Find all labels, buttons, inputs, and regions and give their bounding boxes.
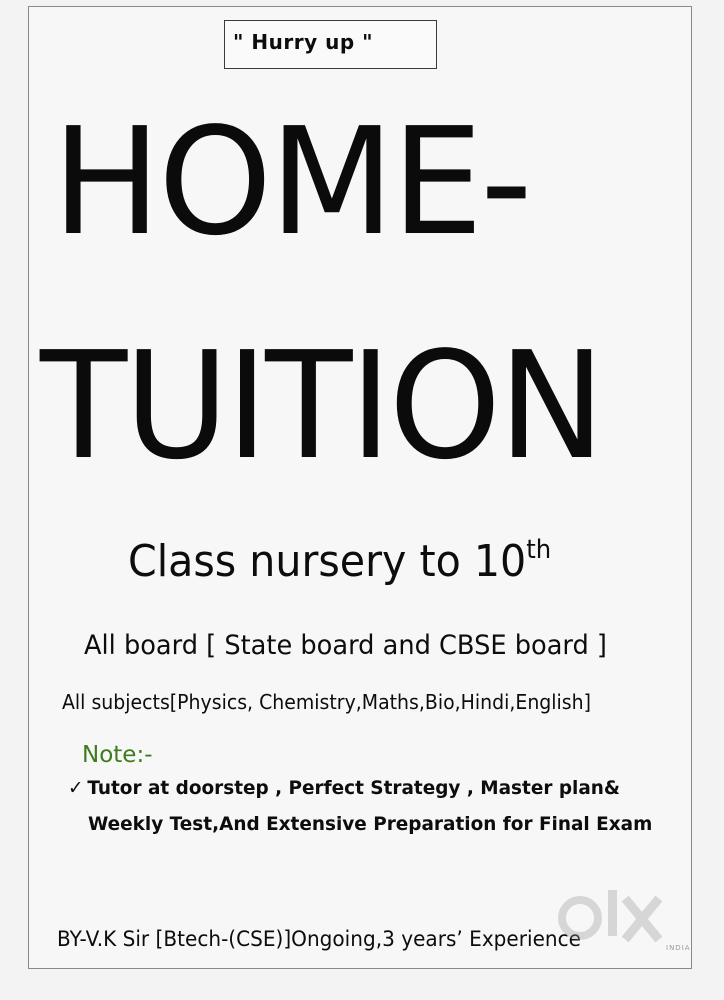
note-bullet-line-1 — [68, 777, 620, 799]
classes-range — [128, 536, 551, 587]
note-label: Note:- — [82, 742, 153, 768]
checkmark-icon: ✓ — [68, 777, 84, 799]
boards-line: All board [ State board and CBSE board ] — [84, 630, 607, 661]
note-bullet-text-1: Tutor at doorstep , Perfect Strategy , Master plan& — [87, 777, 620, 799]
watermark-subtext: INDIA — [666, 944, 691, 952]
classes-text: Class nursery to 10 — [128, 536, 527, 587]
headline-line-2: TUITION — [40, 320, 603, 492]
tagline-text: " Hurry up " — [233, 30, 374, 54]
headline-line-1: HOME- — [52, 96, 530, 268]
note-bullet-line-2: Weekly Test,And Extensive Preparation for Final Exam — [88, 813, 653, 835]
classes-superscript: th — [526, 535, 552, 565]
author-byline: BY-V.K Sir [Btech-(CSE)]Ongoing,3 years’ Experience — [57, 927, 581, 951]
subjects-line: All subjects[Physics, Chemistry,Maths,Bio,Hindi,English] — [62, 690, 592, 714]
